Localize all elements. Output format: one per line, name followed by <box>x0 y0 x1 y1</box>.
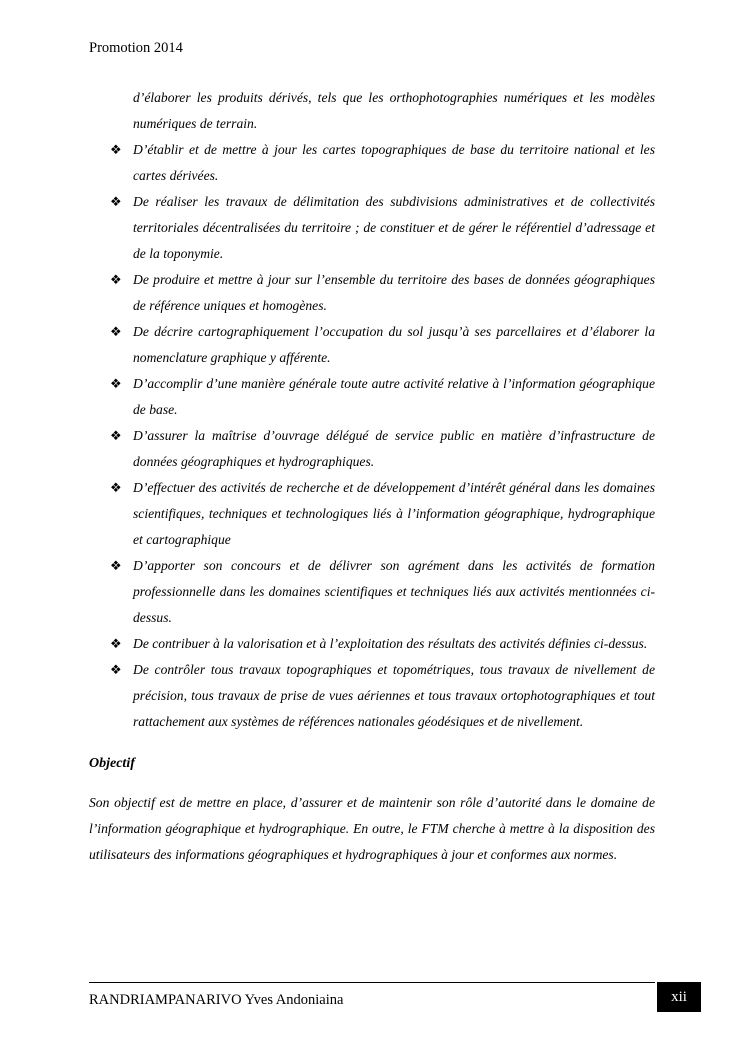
list-item <box>89 631 655 657</box>
list-item-text: De contrôler tous travaux topographiques et topométriques, tous travaux de nivellement de précision, tous travaux de prise de vues aériennes et tous travaux ortophotographiques et tout rattachement aux systèmes de références nationales géodésiques et de nivellement. <box>133 662 655 729</box>
diamond-bullet-icon: ❖ <box>110 558 122 573</box>
objectif-paragraph: Son objectif est de mettre en place, d’assurer et de maintenir son rôle d’autorité dans le domaine de l’information géographique et hydrographique. En outre, le FTM cherche à mettre à la disposition des utilisateurs des informations géographiques et hydrographiques à jour et conformes aux normes. <box>89 795 655 862</box>
diamond-bullet-icon: ❖ <box>110 194 122 209</box>
page-number-box <box>657 982 701 1012</box>
list-item <box>89 319 655 371</box>
list-item <box>89 137 655 189</box>
list-item-text: D’assurer la maîtrise d’ouvrage délégué de service public en matière d’infrastructure de données géographiques et hydrographiques. <box>133 428 655 469</box>
diamond-bullet-icon: ❖ <box>110 272 122 287</box>
footer-author: RANDRIAMPANARIVO Yves Andoniaina <box>89 992 344 1008</box>
diamond-bullet-icon: ❖ <box>110 662 122 677</box>
list-item-text: De contribuer à la valorisation et à l’exploitation des résultats des activités définies ci-dessus. <box>133 636 648 651</box>
list-item-text: D’accomplir d’une manière générale toute autre activité relative à l’information géographique de base. <box>133 376 655 417</box>
list-item <box>89 189 655 267</box>
list-item <box>89 371 655 423</box>
page-header-title: Promotion 2014 <box>89 40 183 56</box>
objectif-heading: Objectif <box>89 756 135 771</box>
page-content <box>89 85 655 868</box>
page-number: xii <box>671 988 687 1005</box>
list-item-text: D’établir et de mettre à jour les cartes topographiques de base du territoire national et les cartes dérivées. <box>133 142 655 183</box>
diamond-bullet-icon: ❖ <box>110 142 122 157</box>
footer-divider <box>89 982 655 983</box>
list-item <box>89 657 655 735</box>
list-item-text: D’effectuer des activités de recherche et de développement d’intérêt général dans les domaines scientifiques, techniques et technologiques liés à l’information géographique, hydrographique et cartographique <box>133 480 655 547</box>
list-item-text: De réaliser les travaux de délimitation des subdivisions administratives et de collectivités territoriales décentralisées du territoire ; de constituer et de gérer le référentiel d’adressage et de la toponymie. <box>133 194 655 261</box>
intro-fragment: d’élaborer les produits dérivés, tels que les orthophotographies numériques et les modèles numériques de terrain. <box>133 90 655 131</box>
list-item-text: De décrire cartographiquement l’occupation du sol jusqu’à ses parcellaires et d’élaborer la nomenclature graphique y afférente. <box>133 324 655 365</box>
diamond-bullet-icon: ❖ <box>110 428 122 443</box>
list-item-text: De produire et mettre à jour sur l’ensemble du territoire des bases de données géographiques de référence uniques et homogènes. <box>133 272 655 313</box>
list-item <box>89 553 655 631</box>
diamond-bullet-icon: ❖ <box>110 636 122 651</box>
list-item <box>89 475 655 553</box>
diamond-bullet-icon: ❖ <box>110 376 122 391</box>
list-item-text: D’apporter son concours et de délivrer son agrément dans les activités de formation professionnelle dans les domaines scientifiques et techniques liés aux activités mentionnées ci-dessus. <box>133 558 655 625</box>
diamond-bullet-icon: ❖ <box>110 480 122 495</box>
mission-bullet-list <box>89 137 655 735</box>
diamond-bullet-icon: ❖ <box>110 324 122 339</box>
list-item <box>89 423 655 475</box>
list-item <box>89 267 655 319</box>
